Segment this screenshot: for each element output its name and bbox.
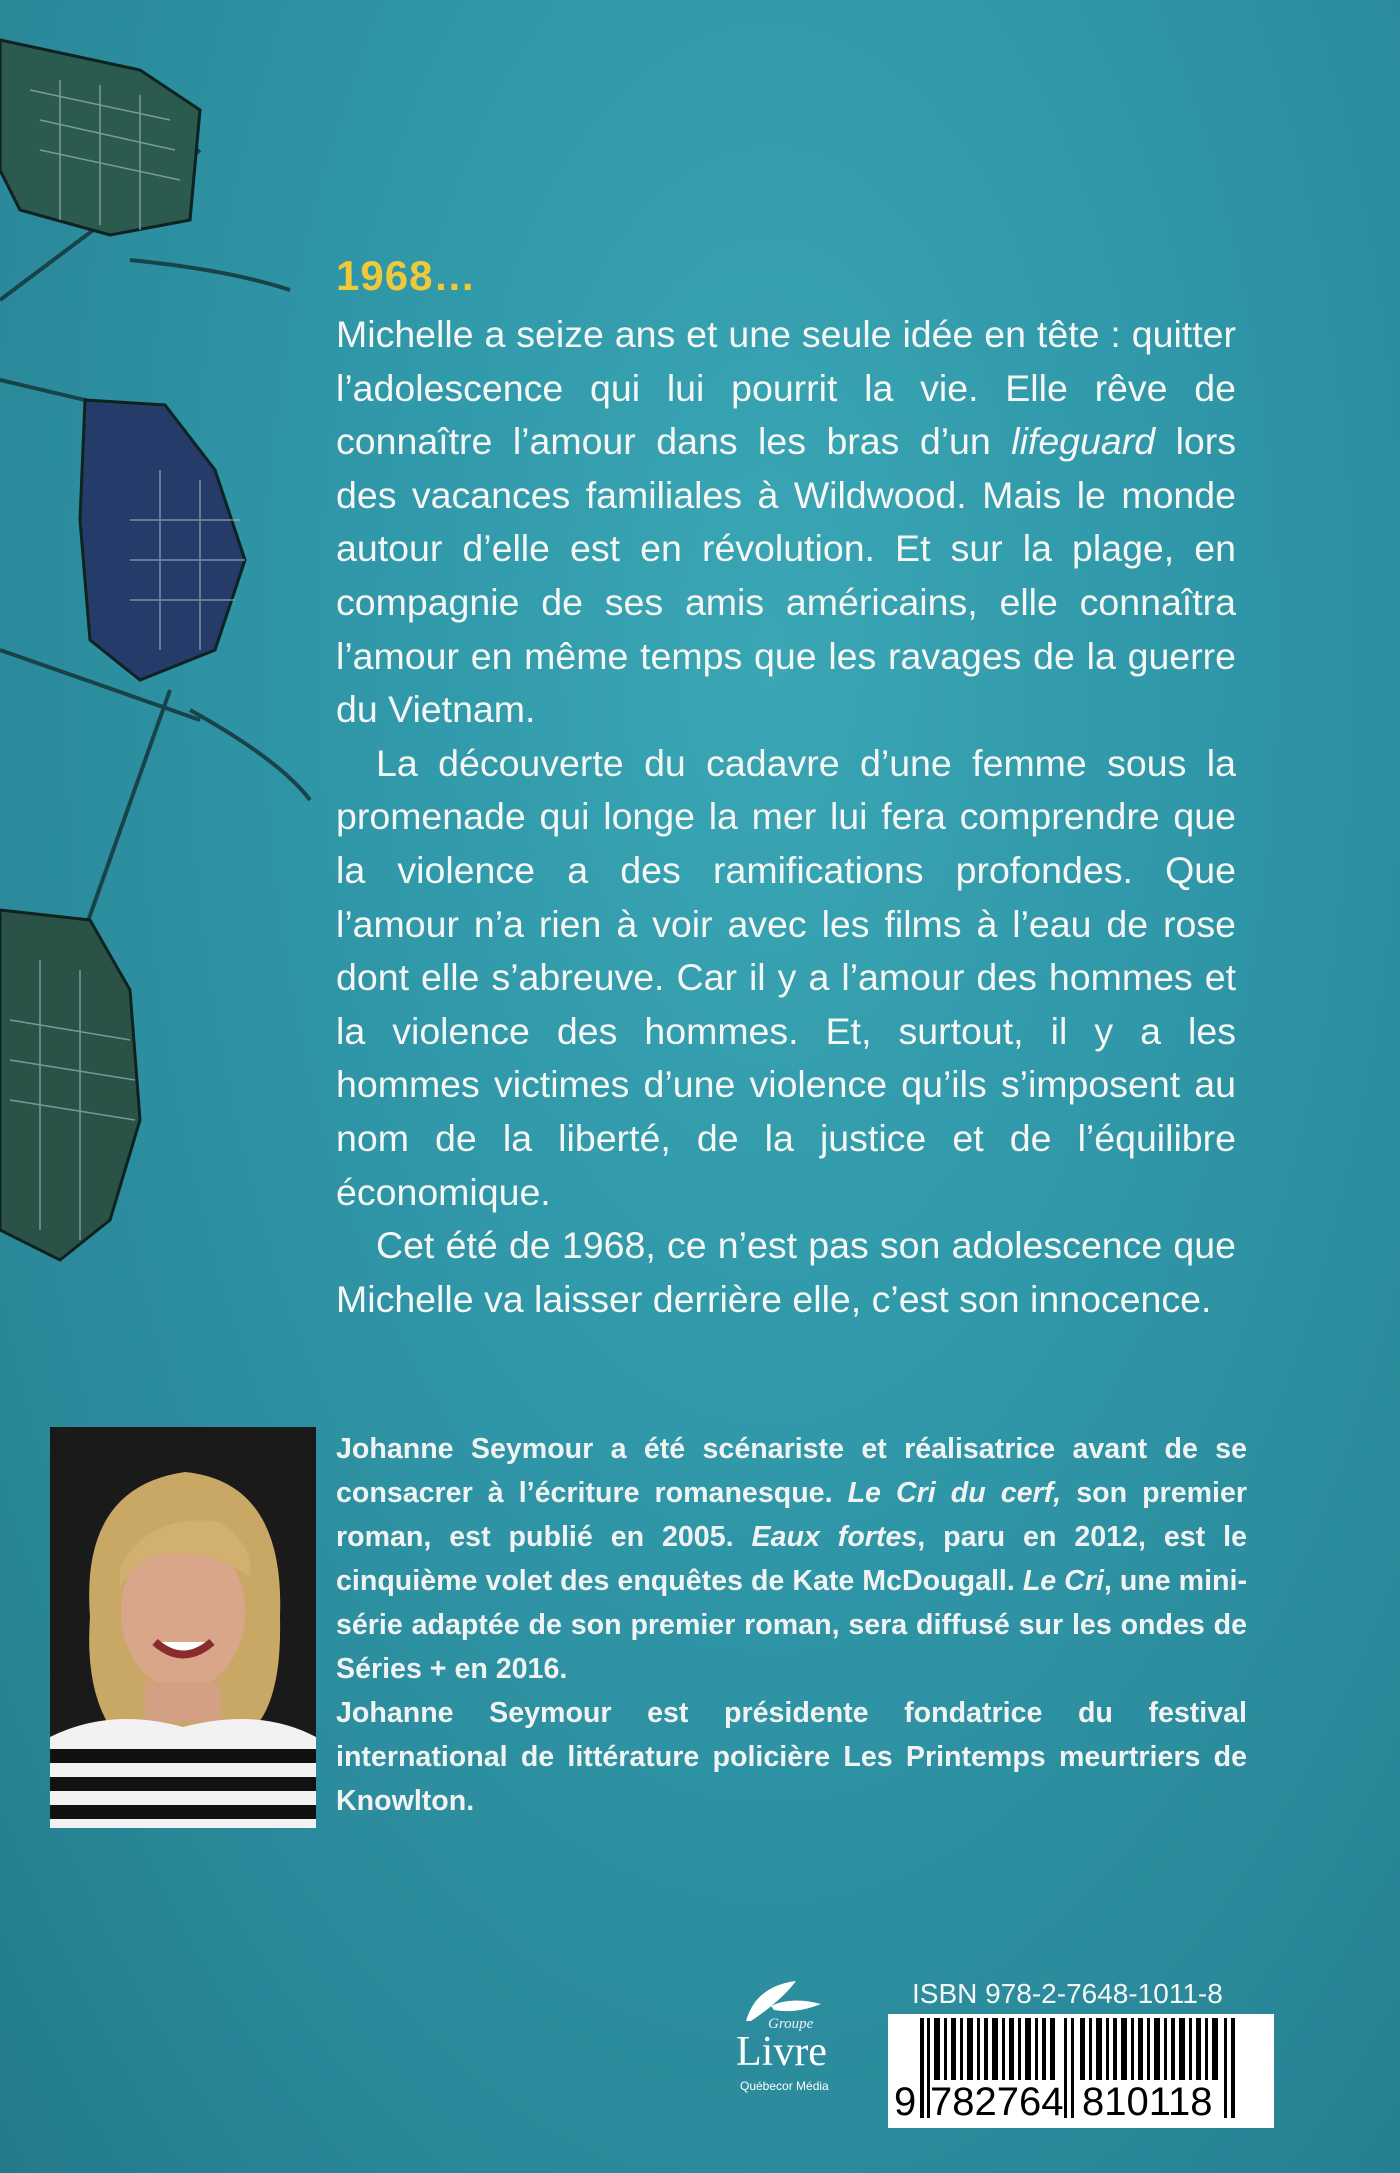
bio-text: Johanne Seymour a été scénariste et réalisatrice avant de se consacrer à l’écriture romanesque.	[336, 1433, 1247, 1509]
year-heading: 1968…	[336, 252, 477, 299]
publisher-logo	[706, 1976, 866, 2116]
synopsis-paragraph-1	[336, 308, 1236, 737]
barcode-digit-first: 9	[894, 2080, 917, 2124]
bio-text: son premier roman, est publié en 2005.	[336, 1477, 1247, 1553]
book-title: Eaux fortes	[751, 1521, 918, 1553]
book-title: Le Cri du cerf,	[847, 1477, 1062, 1509]
bio-text: , paru en 2012, est le cinquième volet des enquêtes de Kate McDougall.	[336, 1521, 1247, 1597]
barcode	[888, 2014, 1274, 2128]
isbn-label: ISBN 978-2-7648-1011-8	[912, 1978, 1223, 2009]
bio-text: , une mini-série adaptée de son premier roman, sera diffusé sur les ondes de Séries + en 2016.	[336, 1565, 1247, 1685]
bio-paragraph-1	[336, 1427, 1247, 1691]
synopsis-emphasis: lifeguard	[1011, 420, 1156, 463]
publisher-group-label: Groupe	[768, 2016, 814, 2032]
synopsis-text: Michelle a seize ans et une seule idée en tête : quitter l’adolescence qui lui pourrit la vie. Elle rêve de connaître l’amour dans les bras d’un	[336, 313, 1236, 463]
author-biography	[336, 1427, 1247, 1823]
barcode-digits-left: 782764	[930, 2080, 1064, 2124]
barcode-digits-right: 810118	[1082, 2080, 1213, 2124]
series-title: Le Cri	[1022, 1565, 1104, 1597]
publisher-name: Livre	[736, 2029, 827, 2075]
synopsis-text: lors des vacances familiales à Wildwood. Mais le monde autour d’elle est en révolution. Et sur la plage, en compagnie de ses amis américains, elle connaîtra l’amour en même temps que les ravages de la guerre du Vietnam.	[336, 420, 1236, 731]
synopsis	[336, 308, 1236, 1326]
publisher-parent: Québecor Média	[740, 2079, 829, 2093]
bio-paragraph-2: Johanne Seymour est présidente fondatrice du festival international de littérature policière Les Printemps meurtriers de Knowlton.	[336, 1697, 1247, 1817]
synopsis-paragraph-2: La découverte du cadavre d’une femme sous la promenade qui longe la mer lui fera comprendre que la violence a des ramifications profondes. Que l’amour n’a rien à voir avec les films à l’eau de rose dont elle s’abreuve. Car il y a l’amour des hommes et la violence des hommes. Et, surtout, il y a les hommes victimes d’une violence qu’ils s’imposent au nom de la liberté, de la justice et de l’équilibre économique.	[336, 741, 1236, 1213]
author-photo	[50, 1427, 316, 1828]
synopsis-paragraph-3: Cet été de 1968, ce n’est pas son adolescence que Michelle va laisser derrière elle, c’est son innocence.	[336, 1224, 1236, 1320]
